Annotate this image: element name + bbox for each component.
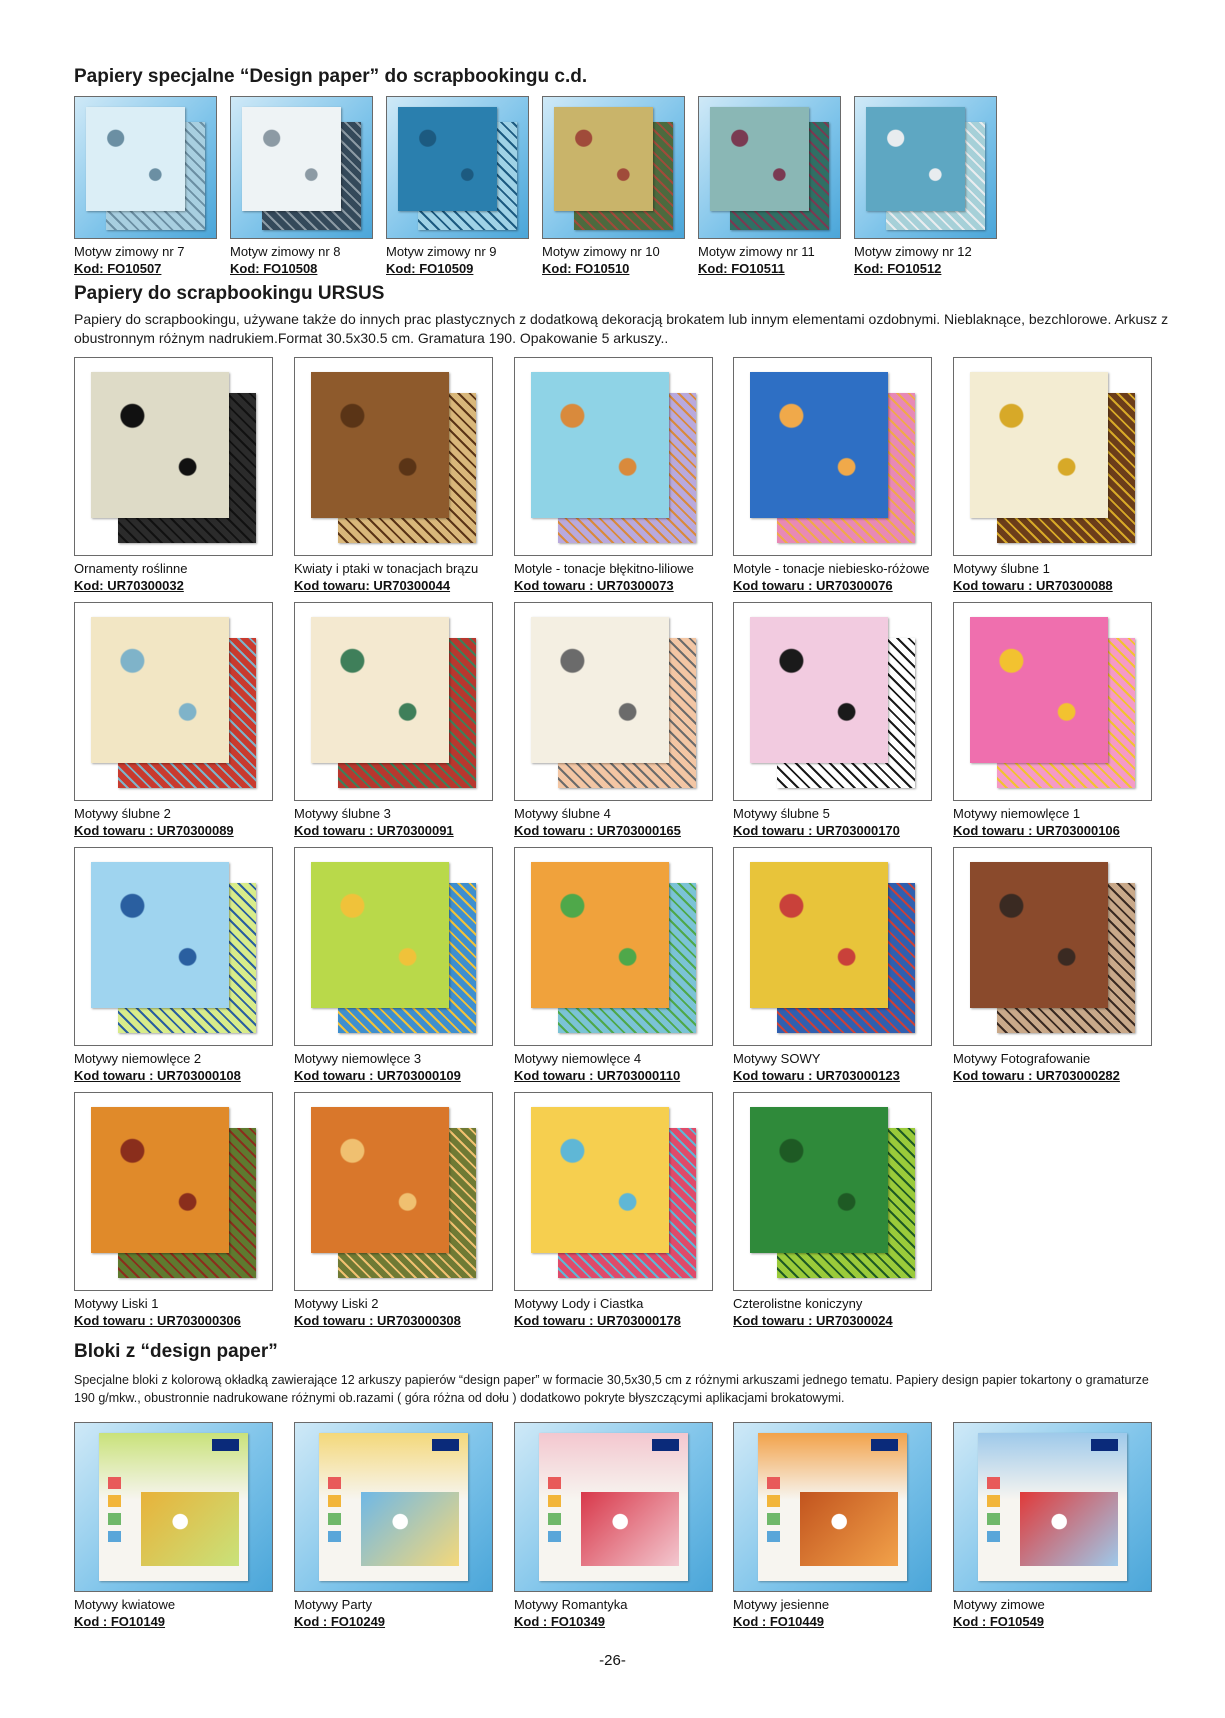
product-name: Motywy Party xyxy=(294,1597,373,1612)
paper-sheet-front xyxy=(86,107,185,211)
color-swatch xyxy=(987,1477,1000,1489)
brand-logo xyxy=(212,1439,239,1451)
product-code: Kod : FO10549 xyxy=(953,1614,1045,1629)
product-code: Kod towaru : UR703000308 xyxy=(294,1313,461,1328)
product-thumbnail[interactable] xyxy=(542,96,685,239)
product-thumbnail[interactable] xyxy=(514,602,713,801)
product-card xyxy=(733,357,932,594)
product-name: Motywy ślubne 3 xyxy=(294,806,391,821)
paper-sheet-front xyxy=(531,862,669,1008)
color-swatch xyxy=(108,1495,121,1507)
color-swatch xyxy=(328,1477,341,1489)
section-title-design-paper: Papiery specjalne “Design paper” do scrapbookingu c.d. xyxy=(74,66,588,87)
product-code: Kod towaru : UR703000282 xyxy=(953,1068,1120,1083)
product-code: Kod towaru : UR703000170 xyxy=(733,823,900,838)
product-name: Motywy kwiatowe xyxy=(74,1597,176,1612)
paper-sheet-front xyxy=(531,372,669,518)
brand-logo xyxy=(652,1439,679,1451)
block-cover xyxy=(319,1433,469,1581)
color-swatch xyxy=(328,1531,341,1543)
brand-logo xyxy=(432,1439,459,1451)
product-card xyxy=(953,602,1152,839)
product-card xyxy=(294,847,493,1084)
paper-sheet-front xyxy=(970,862,1108,1008)
product-thumbnail[interactable] xyxy=(733,357,932,556)
product-name: Motyw zimowy nr 10 xyxy=(542,244,660,259)
color-swatch xyxy=(987,1495,1000,1507)
cover-photo xyxy=(800,1492,899,1566)
product-thumbnail[interactable] xyxy=(386,96,529,239)
product-thumbnail[interactable] xyxy=(733,847,932,1046)
block-cover xyxy=(978,1433,1128,1581)
color-swatch xyxy=(548,1495,561,1507)
product-card xyxy=(294,1422,493,1630)
product-thumbnail[interactable] xyxy=(953,357,1152,556)
product-name: Motywy niemowlęce 4 xyxy=(514,1051,642,1066)
section-description-blocks: Specjalne bloki z kolorową okładką zawierające 12 arkuszy papierów “design paper” w formacie 30,5x30,5 cm z różnymi arkuszami jednego tematu. Papiery design papier tokartony o gramaturze 190 g/mkw., obustronnie nadrukowane różnymi ob.razami ( góra różna od dołu ) dodatkowo pokryte błyszczącymi aplikacjami brokatowymi. xyxy=(74,1373,1149,1405)
product-thumbnail[interactable] xyxy=(733,1092,932,1291)
product-name: Motywy Lody i Ciastka xyxy=(514,1296,644,1311)
paper-sheet-front xyxy=(311,372,449,518)
product-card xyxy=(514,357,713,594)
brand-logo xyxy=(871,1439,898,1451)
product-code: Kod towaru : UR70300073 xyxy=(514,578,674,593)
product-name: Motywy ślubne 4 xyxy=(514,806,611,821)
product-thumbnail[interactable] xyxy=(74,357,273,556)
product-name: Motywy zimowe xyxy=(953,1597,1045,1612)
product-card xyxy=(514,602,713,839)
product-name: Motyw zimowy nr 9 xyxy=(386,244,497,259)
product-code: Kod towaru : UR703000109 xyxy=(294,1068,461,1083)
product-code: Kod : FO10249 xyxy=(294,1614,386,1629)
product-name: Motywy Liski 1 xyxy=(74,1296,159,1311)
product-card xyxy=(698,96,841,277)
product-code: Kod towaru : UR70300088 xyxy=(953,578,1113,593)
product-code: Kod towaru : UR703000123 xyxy=(733,1068,900,1083)
product-name: Motyle - tonacje błękitno-liliowe xyxy=(514,561,694,576)
product-card xyxy=(294,1092,493,1329)
block-cover xyxy=(758,1433,908,1581)
product-thumbnail[interactable] xyxy=(953,602,1152,801)
paper-sheet-front xyxy=(91,862,229,1008)
product-code: Kod towaru : UR703000106 xyxy=(953,823,1120,838)
product-code: Kod: FO10508 xyxy=(230,261,318,276)
product-name: Kwiaty i ptaki w tonacjach brązu xyxy=(294,561,479,576)
product-card xyxy=(294,602,493,839)
product-name: Motywy Romantyka xyxy=(514,1597,628,1612)
paper-sheet-front xyxy=(398,107,497,211)
paper-sheet-front xyxy=(242,107,341,211)
product-card xyxy=(854,96,997,277)
paper-sheet-front xyxy=(531,1107,669,1253)
paper-sheet-front xyxy=(531,617,669,763)
product-code: Kod towaru : UR70300076 xyxy=(733,578,893,593)
cover-photo xyxy=(581,1492,680,1566)
paper-sheet-front xyxy=(311,862,449,1008)
color-swatch xyxy=(108,1531,121,1543)
color-swatch xyxy=(548,1513,561,1525)
product-card xyxy=(74,357,273,594)
color-swatch xyxy=(548,1531,561,1543)
paper-sheet-front xyxy=(554,107,653,211)
product-thumbnail[interactable] xyxy=(294,1422,493,1592)
color-swatch xyxy=(108,1477,121,1489)
color-swatch xyxy=(328,1495,341,1507)
product-thumbnail[interactable] xyxy=(854,96,997,239)
product-code: Kod towaru : UR70300089 xyxy=(74,823,234,838)
product-name: Motywy SOWY xyxy=(733,1051,821,1066)
product-code: Kod towaru : UR703000108 xyxy=(74,1068,241,1083)
product-card xyxy=(74,847,273,1084)
paper-sheet-front xyxy=(750,862,888,1008)
block-cover xyxy=(99,1433,249,1581)
product-thumbnail[interactable] xyxy=(953,1422,1152,1592)
paper-sheet-front xyxy=(91,617,229,763)
product-code: Kod: FO10510 xyxy=(542,261,630,276)
product-name: Motywy ślubne 1 xyxy=(953,561,1050,576)
product-code: Kod towaru : UR703000110 xyxy=(514,1068,681,1083)
product-code: Kod towaru : UR703000165 xyxy=(514,823,681,838)
section-description-ursus: Papiery do scrapbookingu, używane także do innych prac plastycznych z dodatkową dekoracją brokatem lub innym elementami ozdobnymi. Nieblaknące, bezchlorowe. Arkusz z obustronnym różnym nadrukiem.Format 30.5x30.5 cm. Gramatura 190. Opakowanie 5 arkuszy.. xyxy=(74,311,1169,346)
product-name: Ornamenty roślinne xyxy=(74,561,188,576)
product-thumbnail[interactable] xyxy=(294,1092,493,1291)
product-name: Motywy Liski 2 xyxy=(294,1296,379,1311)
color-swatch xyxy=(767,1531,780,1543)
color-swatch xyxy=(548,1477,561,1489)
color-swatch xyxy=(108,1513,121,1525)
product-card xyxy=(733,1422,932,1630)
product-name: Motyw zimowy nr 11 xyxy=(698,244,815,259)
product-thumbnail[interactable] xyxy=(514,1092,713,1291)
paper-sheet-front xyxy=(311,1107,449,1253)
product-card xyxy=(74,1092,273,1329)
paper-sheet-front xyxy=(750,1107,888,1253)
page-number: -26- xyxy=(599,1652,626,1669)
product-code: Kod: FO10509 xyxy=(386,261,474,276)
product-card xyxy=(953,357,1152,594)
color-swatch xyxy=(767,1513,780,1525)
product-code: Kod towaru: UR70300044 xyxy=(294,578,451,593)
product-card xyxy=(230,96,373,277)
product-card xyxy=(74,602,273,839)
product-code: Kod towaru : UR703000178 xyxy=(514,1313,681,1328)
color-swatch xyxy=(767,1495,780,1507)
product-thumbnail[interactable] xyxy=(74,96,217,239)
product-thumbnail[interactable] xyxy=(230,96,373,239)
product-code: Kod towaru : UR70300024 xyxy=(733,1313,893,1328)
product-name: Motywy ślubne 5 xyxy=(733,806,830,821)
product-thumbnail[interactable] xyxy=(74,602,273,801)
product-code: Kod: FO10512 xyxy=(854,261,942,276)
product-card xyxy=(733,602,932,839)
product-thumbnail[interactable] xyxy=(74,1422,273,1592)
product-name: Motywy jesienne xyxy=(733,1597,830,1612)
paper-sheet-front xyxy=(970,617,1108,763)
product-code: Kod towaru : UR70300091 xyxy=(294,823,454,838)
product-thumbnail[interactable] xyxy=(294,357,493,556)
product-thumbnail[interactable] xyxy=(74,847,273,1046)
product-name: Motyw zimowy nr 12 xyxy=(854,244,972,259)
section-title-ursus: Papiery do scrapbookingu URSUS xyxy=(74,283,385,304)
product-code: Kod: FO10511 xyxy=(698,261,785,276)
product-name: Motywy Fotografowanie xyxy=(953,1051,1091,1066)
paper-sheet-front xyxy=(750,372,888,518)
paper-sheet-front xyxy=(710,107,809,211)
product-card xyxy=(514,1092,713,1329)
product-name: Czterolistne koniczyny xyxy=(733,1296,863,1311)
product-thumbnail[interactable] xyxy=(294,602,493,801)
product-thumbnail[interactable] xyxy=(733,1422,932,1592)
product-card xyxy=(74,96,217,277)
product-card xyxy=(514,1422,713,1630)
product-card xyxy=(733,1092,932,1329)
product-thumbnail[interactable] xyxy=(514,357,713,556)
product-card xyxy=(542,96,685,277)
paper-sheet-front xyxy=(311,617,449,763)
product-name: Motywy niemowlęce 2 xyxy=(74,1051,202,1066)
paper-sheet-front xyxy=(91,1107,229,1253)
paper-sheet-front xyxy=(970,372,1108,518)
brand-logo xyxy=(1091,1439,1118,1451)
paper-sheet-front xyxy=(750,617,888,763)
paper-sheet-front xyxy=(866,107,965,211)
product-name: Motywy niemowlęce 1 xyxy=(953,806,1081,821)
product-name: Motyw zimowy nr 8 xyxy=(230,244,341,259)
section-title-blocks: Bloki z “design paper” xyxy=(74,1341,278,1362)
product-code: Kod : FO10449 xyxy=(733,1614,825,1629)
product-thumbnail[interactable] xyxy=(733,602,932,801)
color-swatch xyxy=(328,1513,341,1525)
product-card xyxy=(733,847,932,1084)
product-code: Kod towaru : UR703000306 xyxy=(74,1313,241,1328)
product-code: Kod: UR70300032 xyxy=(74,578,184,593)
product-card xyxy=(953,1422,1152,1630)
product-card xyxy=(514,847,713,1084)
product-card xyxy=(294,357,493,594)
product-thumbnail[interactable] xyxy=(698,96,841,239)
cover-photo xyxy=(141,1492,240,1566)
color-swatch xyxy=(987,1531,1000,1543)
color-swatch xyxy=(987,1513,1000,1525)
cover-photo xyxy=(361,1492,460,1566)
color-swatch xyxy=(767,1477,780,1489)
cover-photo xyxy=(1020,1492,1119,1566)
product-thumbnail[interactable] xyxy=(514,1422,713,1592)
product-card xyxy=(953,847,1152,1084)
product-code: Kod: FO10507 xyxy=(74,261,162,276)
paper-sheet-front xyxy=(91,372,229,518)
product-thumbnail[interactable] xyxy=(294,847,493,1046)
product-code: Kod : FO10149 xyxy=(74,1614,166,1629)
product-name: Motyw zimowy nr 7 xyxy=(74,244,185,259)
product-name: Motywy niemowlęce 3 xyxy=(294,1051,422,1066)
block-cover xyxy=(539,1433,689,1581)
product-thumbnail[interactable] xyxy=(953,847,1152,1046)
product-thumbnail[interactable] xyxy=(514,847,713,1046)
product-card xyxy=(74,1422,273,1630)
product-code: Kod : FO10349 xyxy=(514,1614,606,1629)
product-card xyxy=(386,96,529,277)
product-thumbnail[interactable] xyxy=(74,1092,273,1291)
product-name: Motywy ślubne 2 xyxy=(74,806,171,821)
product-name: Motyle - tonacje niebiesko-różowe xyxy=(733,561,930,576)
